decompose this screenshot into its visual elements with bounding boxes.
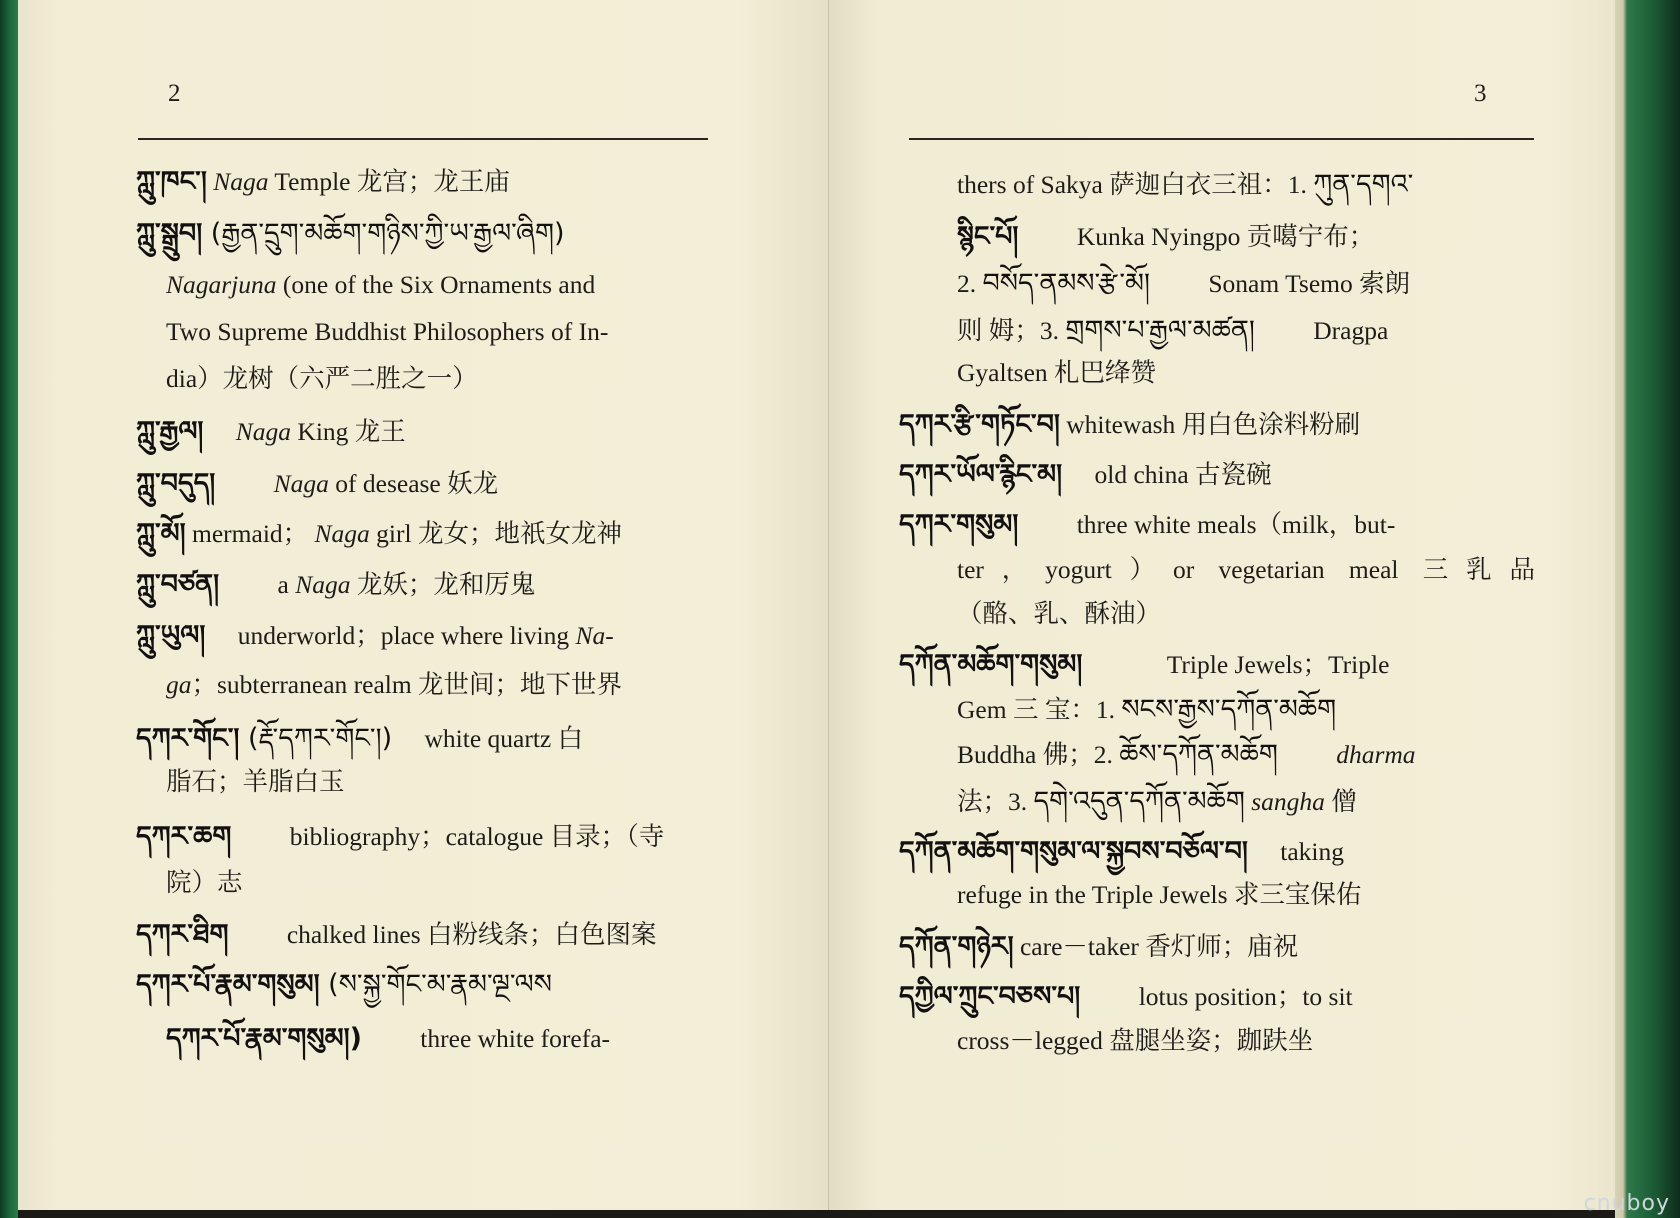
tibetan-headword: དཀོན་གཉེར། — [899, 931, 1014, 962]
dictionary-entry — [899, 930, 1298, 966]
entry-definition: （酪、乳、酥油） — [957, 599, 1162, 628]
tibetan-gloss: (ས་སྐྱ་གོང་མ་རྣམ་ལྔ་ལས — [319, 969, 552, 1000]
dictionary-entry — [899, 408, 1360, 444]
tibetan-gloss: (རྒྱན་དྲུག་མཆོག་གཉིས་ཀྱི་ཡ་རྒྱལ་ཞིག) — [202, 218, 565, 249]
entry-term: sangha — [1244, 787, 1325, 816]
definition-line — [957, 597, 1161, 633]
book-cover-edge-right — [1615, 0, 1680, 1218]
definition-line — [166, 268, 595, 304]
entry-definition: Gem 三 宝：1. — [957, 695, 1122, 724]
entry-definition: refuge in the Triple Jewels 求三宝保佑 — [957, 880, 1362, 909]
entry-definition: Triple Jewels；Triple — [1166, 650, 1390, 679]
definition-line — [957, 314, 1388, 350]
entry-definition: bibliography；catalogue 目录；（寺 — [289, 822, 665, 851]
tibetan-headword: ཀླུ་སྒྲུབ། — [136, 218, 203, 249]
entry-definition: 2. — [957, 269, 983, 298]
entry-definition: Two Supreme Buddhist Philosophers of In- — [166, 317, 609, 346]
page-number: 2 — [168, 80, 181, 107]
entry-definition: cross－legged 盘腿坐姿；跏趺坐 — [957, 1026, 1314, 1055]
definition-line — [957, 356, 1156, 392]
entry-definition: Kunka Nyingpo 贡噶宁布； — [1076, 222, 1375, 251]
book-cover-edge-left — [0, 0, 18, 1218]
entry-term: Naga — [314, 519, 370, 548]
entry-term: Naga — [235, 417, 292, 446]
entry-definition: dia）龙树（六严二胜之一） — [166, 364, 478, 393]
tibetan-headword: ཀླུ་བདུད། — [136, 468, 216, 499]
tibetan-gloss: བསོད་ནམས་རྩེ་མོ། — [982, 268, 1150, 299]
tibetan-headword: ཀླུ་བཙན། — [136, 569, 220, 600]
tibetan-gloss: སྙིང་པོ། — [957, 221, 1019, 252]
dictionary-entry — [899, 508, 1395, 544]
entry-definition: taking — [1280, 837, 1345, 866]
tibetan-headword: དཀར་ཐིག — [136, 919, 229, 950]
entry-definition: 僧 — [1324, 787, 1357, 816]
dictionary-entry — [136, 467, 498, 503]
entry-definition: mermaid； — [185, 519, 309, 548]
entry-definition: thers of Sakya 萨迦白衣三祖：1. — [957, 170, 1314, 199]
tibetan-headword: དཀར་གོང་། — [136, 723, 240, 754]
tibetan-gloss: གྲགས་པ་རྒྱལ་མཚན། — [1065, 315, 1255, 346]
tibetan-headword: དཀར་ཆག — [136, 821, 232, 852]
tibetan-gloss: (རྡོ་དཀར་གོང་།) — [239, 723, 393, 754]
entry-definition: Dragpa — [1313, 316, 1389, 345]
tibetan-gloss: དགེ་འདུན་དཀོན་མཆོག — [1033, 786, 1245, 817]
tibetan-gloss: ཆོས་དཀོན་མཆོག — [1119, 739, 1278, 770]
entry-definition: ter，yogurt）or vegetarian meal 三乳品 — [957, 555, 1535, 584]
entry-definition: underworld；place where living — [237, 621, 576, 650]
entry-definition: (one of the Six Ornaments and — [276, 270, 596, 299]
dictionary-entry — [899, 835, 1344, 871]
entry-term: dharma — [1336, 740, 1416, 769]
entry-term: Naga — [273, 469, 329, 498]
dictionary-entry — [136, 918, 657, 954]
tibetan-gloss: ཀུན་དགའ་ — [1313, 169, 1414, 200]
definition-line — [957, 738, 1416, 774]
entry-definition: girl 龙女；地祇女龙神 — [369, 519, 622, 548]
right-page — [829, 0, 1615, 1210]
entry-definition: Gyaltsen 札巴绛赞 — [957, 358, 1157, 387]
definition-line — [166, 1022, 610, 1058]
entry-definition: 龙妖；龙和厉鬼 — [350, 570, 536, 599]
entry-definition: old china 古瓷碗 — [1094, 460, 1272, 489]
definition-line — [166, 362, 478, 398]
dictionary-entry — [136, 568, 535, 604]
dictionary-entry — [899, 980, 1353, 1016]
entry-definition: Buddha 佛；2. — [957, 740, 1120, 769]
definition-line — [957, 878, 1361, 914]
definition-line — [957, 553, 1535, 589]
definition-line — [166, 866, 243, 902]
page-number: 3 — [1474, 80, 1487, 107]
definition-line — [957, 693, 1336, 729]
definition-line — [957, 168, 1413, 204]
entry-definition: care－taker 香灯师；庙祝 — [1013, 932, 1299, 961]
entry-term: Nagarjuna — [166, 270, 277, 299]
tibetan-headword: ཀླུ་མོ། — [136, 518, 186, 549]
tibetan-headword: དཀོན་མཆོག་གསུམ། — [899, 649, 1083, 680]
left-page — [18, 0, 829, 1210]
tibetan-gloss: སངས་རྒྱས་དཀོན་མཆོག — [1121, 694, 1337, 725]
dictionary-entry — [136, 165, 510, 201]
dictionary-entry — [136, 517, 622, 553]
definition-line — [957, 267, 1410, 303]
definition-line — [957, 1024, 1313, 1060]
dictionary-entry — [136, 820, 664, 856]
tibetan-headword: ཀླུ་ཁང་། — [136, 166, 207, 197]
entry-definition: three white forefa- — [420, 1024, 611, 1053]
entry-definition: 院）志 — [166, 868, 243, 897]
entry-definition: whitewash 用白色涂料粉刷 — [1066, 410, 1361, 439]
dictionary-entry — [899, 458, 1272, 494]
entry-definition: three white meals（milk，but- — [1076, 510, 1396, 539]
definition-line — [166, 315, 608, 351]
entry-term: Naga — [213, 167, 269, 196]
entry-definition: 法；3. — [957, 787, 1034, 816]
entry-term: Naga — [295, 570, 351, 599]
definition-line — [957, 785, 1357, 821]
dictionary-entry — [136, 415, 406, 451]
tibetan-headword: དཀར་རྩི་གཏོང་བ། — [899, 409, 1060, 440]
definition-line — [166, 668, 622, 704]
definition-line — [166, 765, 345, 801]
tibetan-headword: དཀོན་མཆོག་གསུམ་ལ་སྐྱབས་བཅོལ་བ། — [899, 836, 1248, 867]
tibetan-headword: དཀར་གསུམ། — [899, 509, 1019, 540]
tibetan-headword: ཀླུ་རྒྱལ། — [136, 416, 204, 447]
tibetan-headword: དཀར་པོ་རྣམ་གསུམ། — [136, 969, 320, 1000]
tibetan-headword: ཀླུ་ཡུལ། — [136, 620, 206, 651]
tibetan-gloss: དཀར་པོ་རྣམ་གསུམ།) — [166, 1023, 362, 1054]
entry-definition: ；subterranean realm 龙世间；地下世界 — [191, 670, 623, 699]
entry-definition: chalked lines 白粉线条；白色图案 — [286, 920, 657, 949]
tibetan-headword: དཀར་ཡོལ་རྙིང་མ། — [899, 459, 1063, 490]
dictionary-entry — [136, 217, 564, 253]
dictionary-entry — [899, 648, 1389, 684]
header-rule — [138, 138, 708, 140]
entry-definition: 脂石；羊脂白玉 — [166, 767, 345, 796]
entry-term: Na- — [575, 621, 614, 650]
header-rule — [909, 138, 1534, 140]
entry-definition: white quartz 白 — [424, 724, 584, 753]
entry-definition: lotus position；to sit — [1138, 982, 1353, 1011]
entry-definition: Sonam Tsemo 索朗 — [1208, 269, 1411, 298]
entry-definition: a — [277, 570, 296, 599]
entry-definition: King 龙王 — [291, 417, 406, 446]
entry-definition: 则 姆；3. — [957, 316, 1066, 345]
dictionary-entry — [136, 619, 614, 655]
dictionary-entry — [136, 722, 583, 758]
dictionary-entry — [136, 968, 552, 1004]
entry-term: ga — [166, 670, 192, 699]
tibetan-headword: དཀྱིལ་ཀྲུང་བཅས་པ། — [899, 981, 1081, 1012]
definition-line — [957, 220, 1374, 256]
entry-definition: of desease 妖龙 — [328, 469, 499, 498]
entry-definition: Temple 龙宫；龙王庙 — [268, 167, 510, 196]
watermark: cnuboy — [1583, 1191, 1670, 1216]
